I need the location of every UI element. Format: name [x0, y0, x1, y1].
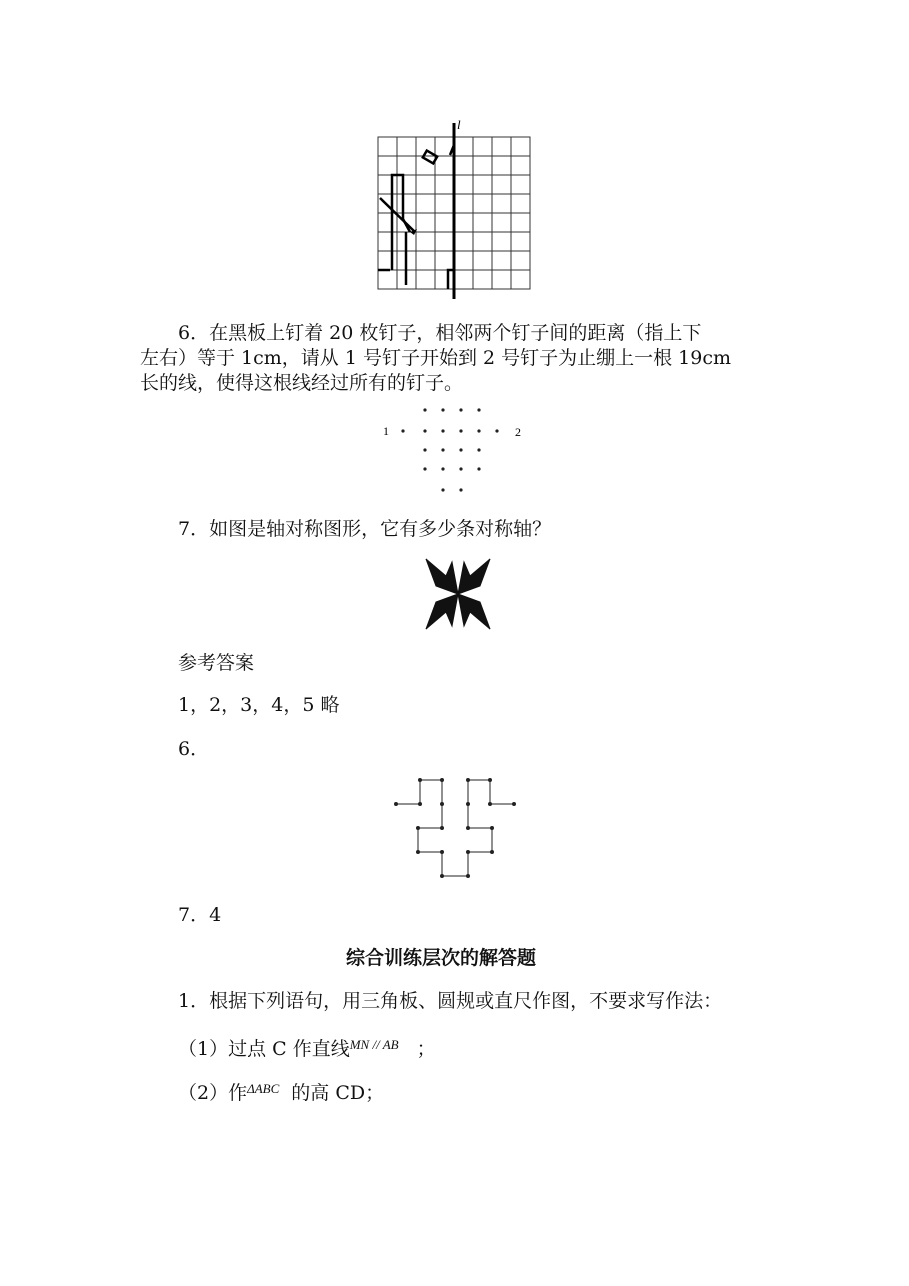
sub1-math: MN // AB [349, 1037, 399, 1052]
problem6-line3: 长的线，使得这根线经过所有的钉子。 [140, 372, 464, 394]
problem1-sub2 [178, 1076, 384, 1106]
answers-line7: 7．4 [178, 904, 222, 926]
section-title: 综合训练层次的解答题 [346, 947, 537, 969]
grid-figure [370, 115, 540, 305]
nail-figure [375, 398, 535, 498]
answers-line6: 6． [178, 738, 210, 760]
sub2-suffix: 的高 CD； [291, 1082, 385, 1104]
problem1-text: 1．根据下列语句，用三角板、圆规或直尺作图，不要求写作法： [178, 990, 723, 1012]
nail-label-end: 2 [515, 425, 521, 439]
problem6-line2: 左右）等于 1cm，请从 1 号钉子开始到 2 号钉子为止绷上一根 19cm [140, 347, 731, 369]
sub2-math: ΔABC [247, 1081, 280, 1096]
kite-star-figure [418, 556, 498, 632]
answers-title: 参考答案 [178, 652, 255, 674]
sub1-prefix: （1）过点 C 作直线 [178, 1038, 350, 1060]
problem7-text: 7．如图是轴对称图形，它有多少条对称轴？ [178, 518, 552, 540]
problem1-sub1 [178, 1032, 436, 1062]
answer-path-figure [390, 772, 522, 882]
nail-label-start: 1 [383, 424, 389, 438]
axis-label: l [457, 117, 461, 132]
answers-line1: 1，2，3，4，5 略 [178, 694, 340, 716]
problem6-line1: 6．在黑板上钉着 20 枚钉子，相邻两个钉子间的距离（指上下 [178, 322, 702, 344]
sub2-prefix: （2）作 [178, 1082, 248, 1104]
sub1-suffix: ； [416, 1038, 436, 1060]
